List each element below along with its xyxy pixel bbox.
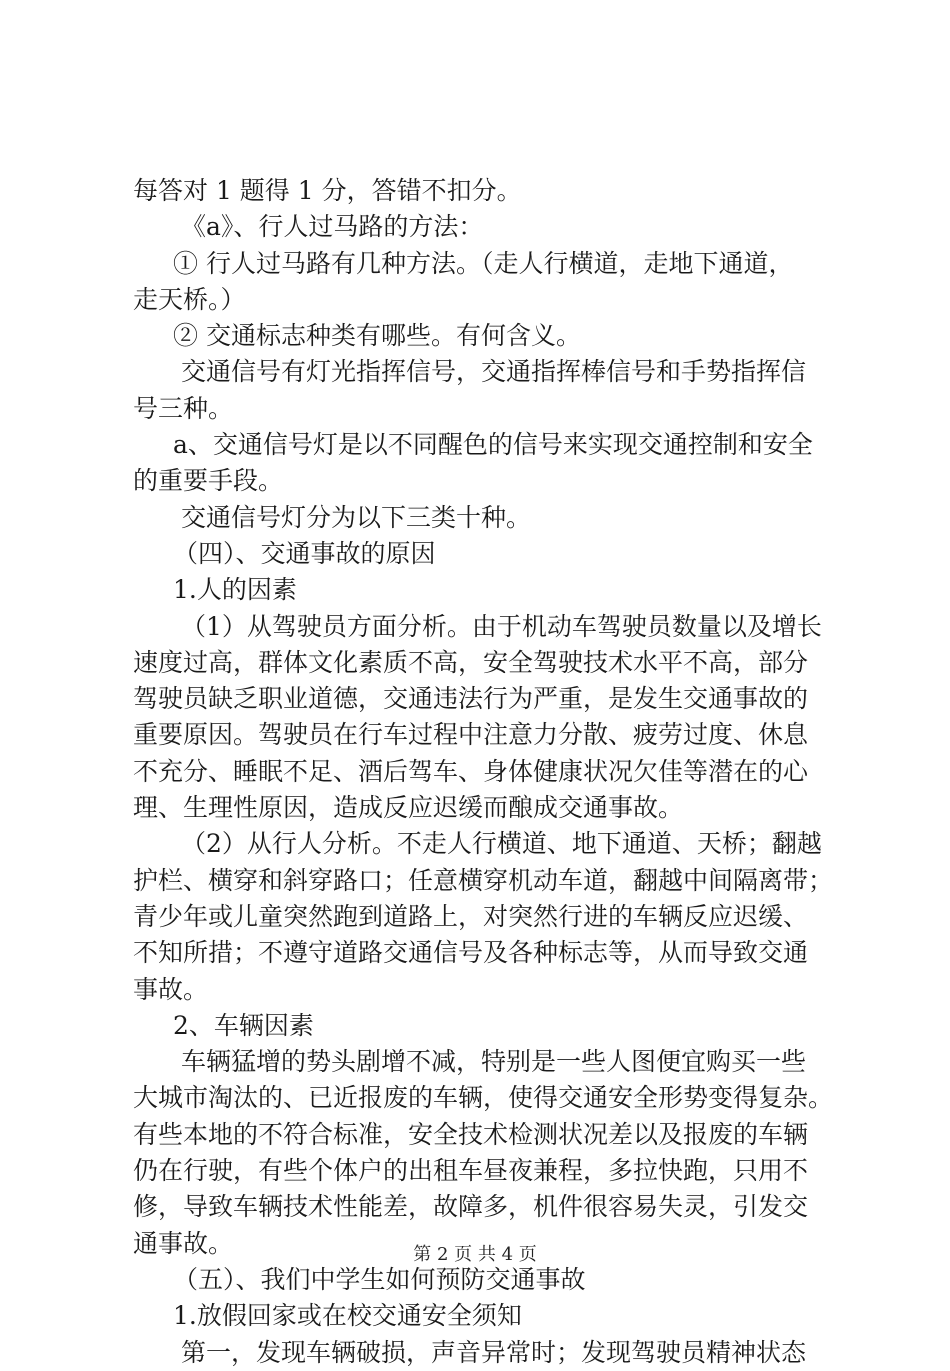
text-line: 每答对 1 题得 1 分，答错不扣分。 <box>133 176 522 205</box>
text-line: 车辆猛增的势头剧增不减，特别是一些人图便宜购买一些 <box>181 1047 807 1077</box>
text-line: 的重要手段。 <box>133 466 284 496</box>
text-line: a、交通信号灯是以不同醒色的信号来实现交通控制和安全 <box>173 430 813 460</box>
text-line: 理、生理性原因，造成反应迟缓而酿成交通事故。 <box>133 793 684 823</box>
text-line: 修，导致车辆技术性能差，故障多，机件很容易失灵，引发交 <box>133 1192 809 1222</box>
page-footer: 第 2 页 共 4 页 <box>413 1244 537 1265</box>
text-line: （五）、我们中学生如何预防交通事故 <box>173 1264 586 1294</box>
text-line: （四）、交通事故的原因 <box>173 538 436 568</box>
text-line: 1.人的因素 <box>173 575 297 605</box>
text-line: （2）从行人分析。不走人行横道、地下通道、天桥；翻越 <box>181 829 822 859</box>
text-line: 通事故。 <box>133 1228 234 1258</box>
text-line: 事故。 <box>133 974 209 1004</box>
text-line: 2、车辆因素 <box>173 1010 314 1040</box>
text-line: 大城市淘汰的、已近报废的车辆，使得交通安全形势变得复杂。 <box>133 1083 834 1113</box>
text-line: 护栏、横穿和斜穿路口；任意横穿机动车道，翻越中间隔离带； <box>133 865 834 895</box>
text-line: 不知所措；不遵守道路交通信号及各种标志等，从而导致交通 <box>133 938 809 968</box>
text-line: ① 行人过马路有几种方法。（走人行横道，走地下通道， <box>173 248 794 278</box>
text-line: 走天桥。） <box>133 284 246 314</box>
text-line: ② 交通标志种类有哪些。有何含义。 <box>173 321 581 351</box>
text-line: 号三种。 <box>133 393 234 423</box>
document-body <box>133 173 833 1371</box>
text-line: 重要原因。驾驶员在行车过程中注意力分散、疲劳过度、休息 <box>133 720 809 750</box>
text-line: 交通信号灯分为以下三类十种。 <box>181 502 532 532</box>
text-line: 交通信号有灯光指挥信号，交通指挥棒信号和手势指挥信 <box>181 357 807 387</box>
text-line: 不充分、睡眠不足、酒后驾车、身体健康状况欠佳等潜在的心 <box>133 756 809 786</box>
text-line: 有些本地的不符合标准，安全技术检测状况差以及报废的车辆 <box>133 1119 809 1149</box>
text-line: （1）从驾驶员方面分析。由于机动车驾驶员数量以及增长 <box>181 611 822 641</box>
text-line: 1.放假回家或在校交通安全须知 <box>173 1301 522 1331</box>
text-line: 速度过高，群体文化素质不高，安全驾驶技术水平不高，部分 <box>133 647 809 677</box>
text-line: 第一，发现车辆破损，声音异常时；发现驾驶员精神状态 <box>181 1337 807 1367</box>
text-line: 仍在行驶，有些个体户的出租车昼夜兼程，多拉快跑，只用不 <box>133 1156 809 1186</box>
text-line: 《a》、行人过马路的方法： <box>181 212 484 242</box>
text-line: 驾驶员缺乏职业道德，交通违法行为严重，是发生交通事故的 <box>133 684 809 714</box>
text-line: 青少年或儿童突然跑到道路上，对突然行进的车辆反应迟缓、 <box>133 901 809 931</box>
